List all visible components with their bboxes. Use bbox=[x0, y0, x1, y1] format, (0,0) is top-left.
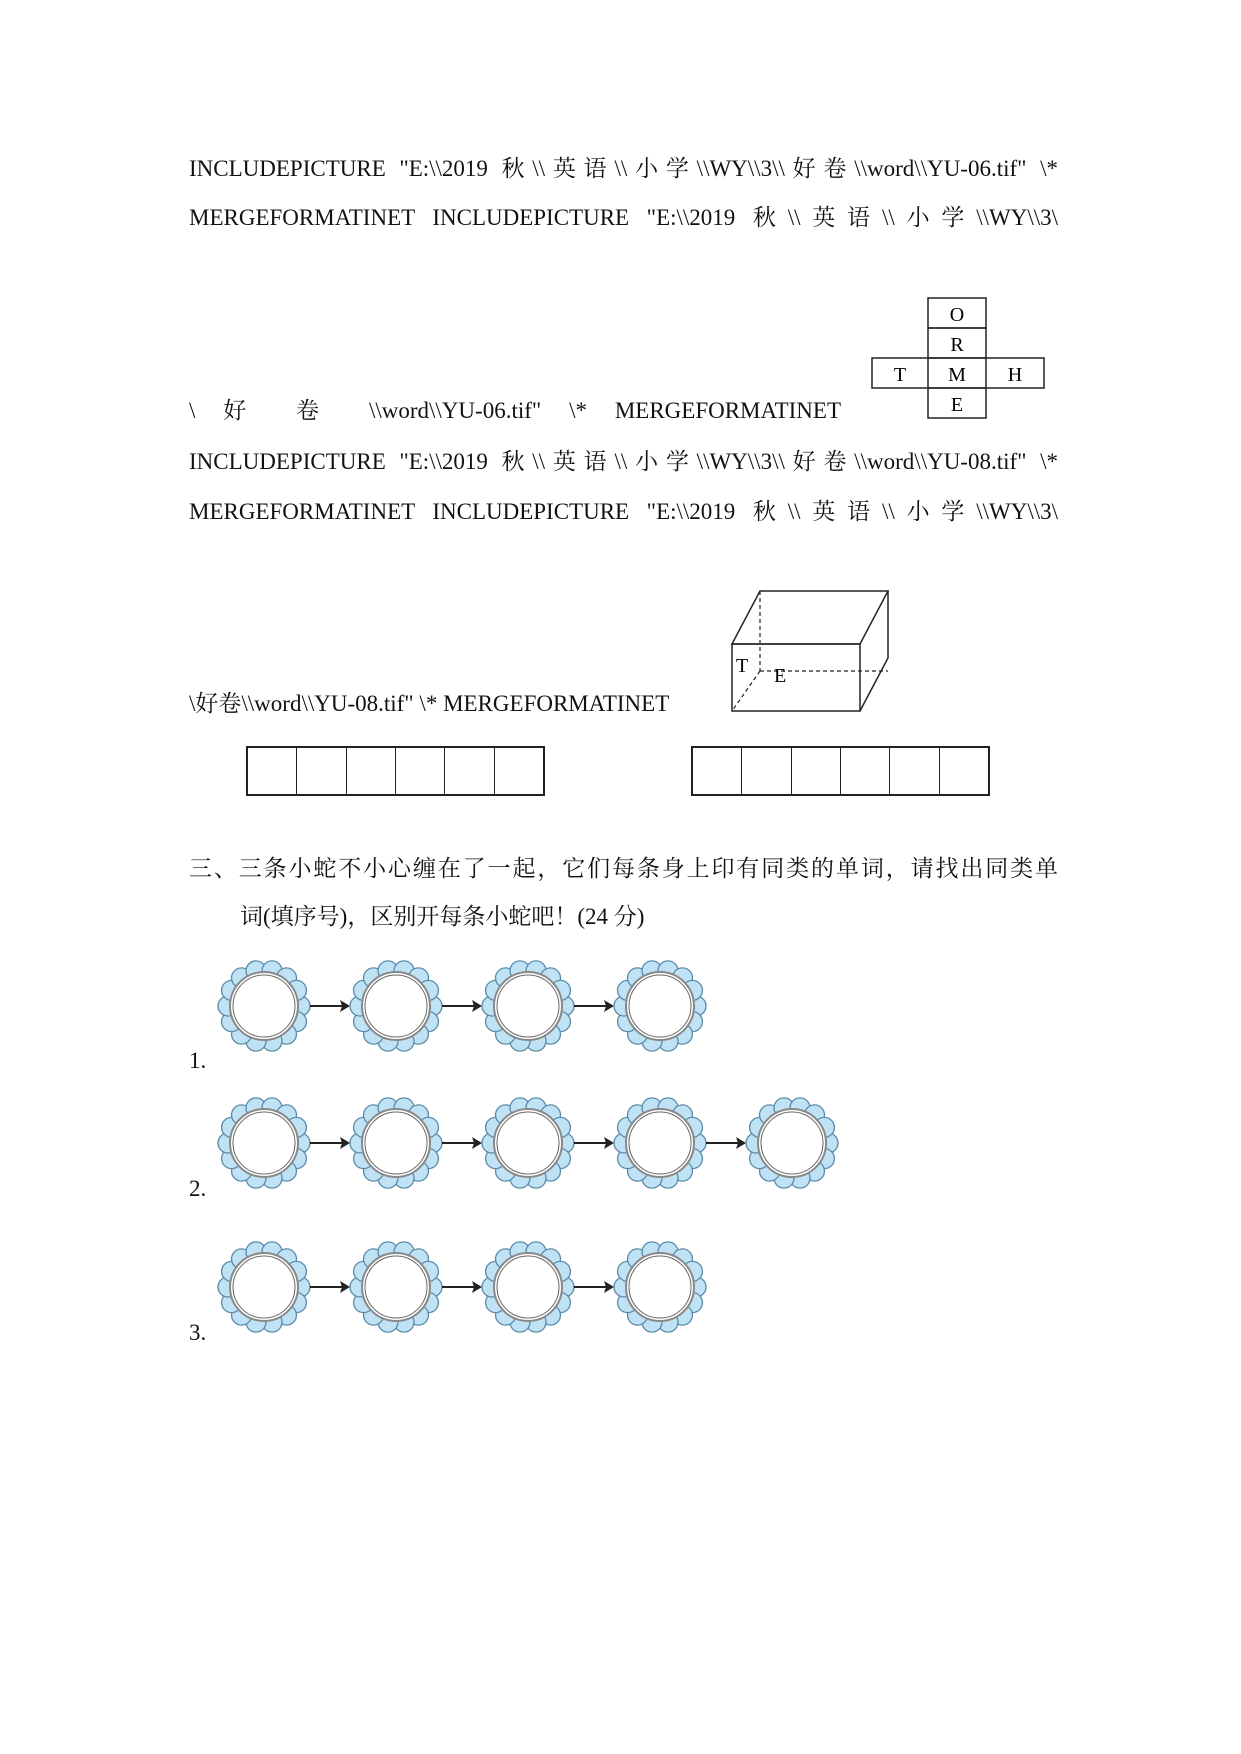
cross-letter-m: M bbox=[948, 364, 966, 386]
answer-box[interactable] bbox=[445, 748, 494, 794]
snake-label-1: 1. bbox=[189, 1048, 207, 1073]
answer-box[interactable] bbox=[396, 748, 445, 794]
flower-circle[interactable] bbox=[218, 1242, 310, 1332]
cube-letter-t: T bbox=[736, 655, 749, 677]
cross-letter-o: O bbox=[949, 304, 965, 326]
arrow-icon bbox=[706, 1137, 746, 1149]
cross-letter-h: H bbox=[1007, 364, 1023, 386]
text-line-6: \好卷\\word\\YU-08.tif" \* MERGEFORMATINET bbox=[189, 691, 670, 716]
flower-circle[interactable] bbox=[482, 1098, 574, 1188]
arrow-icon bbox=[442, 1281, 482, 1293]
snake-label-3: 3. bbox=[189, 1320, 207, 1345]
section3-heading-cont: 词(填序号)，区别开每条小蛇吧！(24 分) bbox=[240, 904, 645, 929]
flower-circle[interactable] bbox=[350, 1242, 442, 1332]
flower-circle[interactable] bbox=[614, 1098, 706, 1188]
flower-circle[interactable] bbox=[746, 1098, 838, 1188]
text-line-2: MERGEFORMATINET INCLUDEPICTURE "E:\\2019 秋\\英语\\小学\\WY\\3\ bbox=[189, 205, 1058, 230]
cube-figure bbox=[728, 588, 892, 716]
arrow-icon bbox=[442, 1137, 482, 1149]
arrow-icon bbox=[310, 1137, 350, 1149]
answer-box[interactable] bbox=[297, 748, 346, 794]
arrow-icon bbox=[574, 1000, 614, 1012]
answer-box[interactable] bbox=[495, 748, 543, 794]
cross-letter-r: R bbox=[950, 334, 964, 356]
flower-circle[interactable] bbox=[218, 961, 310, 1051]
answer-boxes-left[interactable] bbox=[246, 746, 545, 796]
answer-boxes-right[interactable] bbox=[691, 746, 990, 796]
flower-circle[interactable] bbox=[482, 1242, 574, 1332]
answer-box[interactable] bbox=[742, 748, 791, 794]
text-line-1: INCLUDEPICTURE "E:\\2019 秋\\英语\\小学\\WY\\3\\好卷\\word\\YU-06.tif" \* bbox=[189, 156, 1058, 181]
arrow-icon bbox=[310, 1000, 350, 1012]
answer-box[interactable] bbox=[347, 748, 396, 794]
answer-box[interactable] bbox=[792, 748, 841, 794]
arrow-icon bbox=[574, 1281, 614, 1293]
snake-row-3 bbox=[218, 1242, 706, 1332]
flower-circle[interactable] bbox=[482, 961, 574, 1051]
cube-letter-e: E bbox=[774, 665, 787, 687]
arrow-icon bbox=[310, 1281, 350, 1293]
flower-circle[interactable] bbox=[614, 1242, 706, 1332]
snake-row-2 bbox=[218, 1098, 838, 1188]
section3-heading: 三、三条小蛇不小心缠在了一起，它们每条身上印有同类的单词，请找出同类单 bbox=[189, 856, 1058, 881]
flower-circle[interactable] bbox=[350, 961, 442, 1051]
answer-box[interactable] bbox=[248, 748, 297, 794]
flower-circle[interactable] bbox=[218, 1098, 310, 1188]
answer-box[interactable] bbox=[693, 748, 742, 794]
text-line-5: MERGEFORMATINET INCLUDEPICTURE "E:\\2019 秋\\英语\\小学\\WY\\3\ bbox=[189, 499, 1058, 524]
flower-circle[interactable] bbox=[350, 1098, 442, 1188]
snake-label-2: 2. bbox=[189, 1176, 207, 1201]
answer-box[interactable] bbox=[940, 748, 988, 794]
flower-circle[interactable] bbox=[614, 961, 706, 1051]
text-line-3: \ 好 卷 \\word\\YU-06.tif" \* MERGEFORMATINET bbox=[189, 398, 841, 423]
arrow-icon bbox=[442, 1000, 482, 1012]
snake-row-1 bbox=[218, 961, 706, 1051]
cross-letter-figure bbox=[870, 296, 1048, 422]
answer-box[interactable] bbox=[890, 748, 939, 794]
cross-letter-e: E bbox=[950, 394, 964, 416]
cross-letter-t: T bbox=[893, 364, 907, 386]
answer-box[interactable] bbox=[841, 748, 890, 794]
snake-chains bbox=[0, 940, 900, 1360]
arrow-icon bbox=[574, 1137, 614, 1149]
text-line-4: INCLUDEPICTURE "E:\\2019 秋\\英语\\小学\\WY\\3\\好卷\\word\\YU-08.tif" \* bbox=[189, 449, 1058, 474]
